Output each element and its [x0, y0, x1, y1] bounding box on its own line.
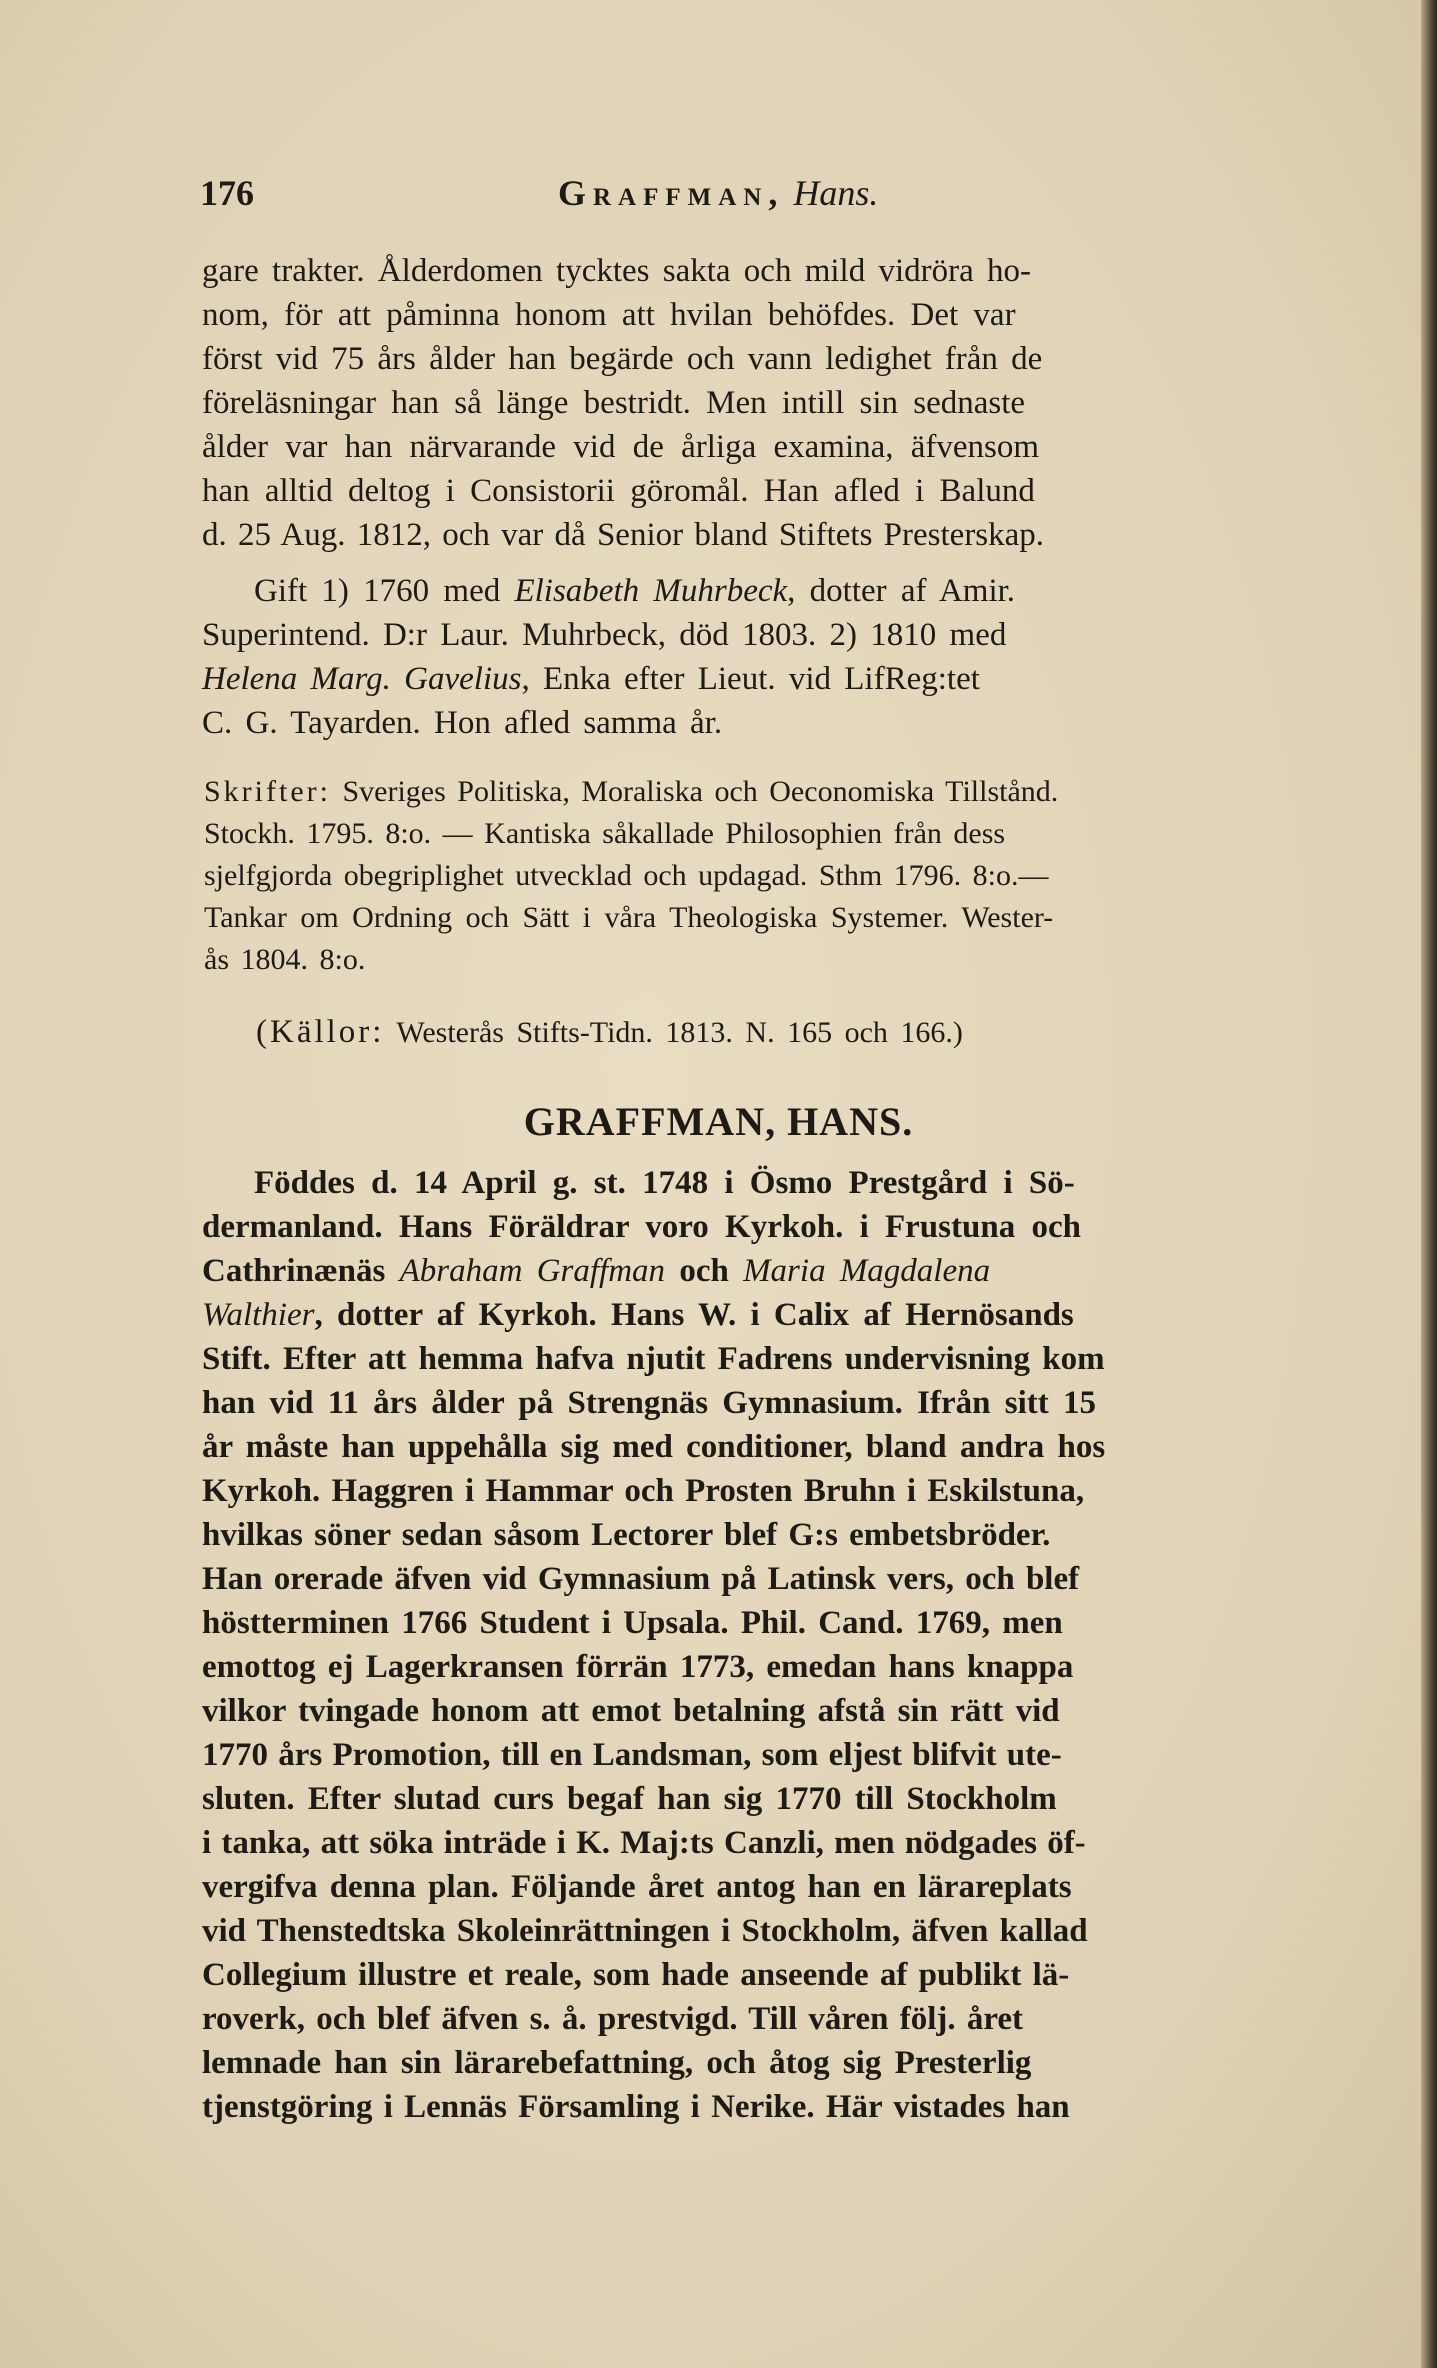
writings-line: ås 1804. 8:o.	[204, 943, 366, 976]
entry-line: Kyrkoh. Haggren i Hammar och Prosten Bruhn i Eskilstuna,	[202, 1473, 1085, 1509]
writings-line: Stockh. 1795. 8:o. — Kantiska såkallade Philosophien från dess	[204, 817, 1006, 850]
page-edge-shadow	[1421, 0, 1437, 2368]
spouse-name: Elisabeth Muhrbeck	[514, 573, 788, 609]
marriage-line	[254, 573, 1015, 610]
entry-line: vilkor tvingade honom att emot betalning afstå sin rätt vid	[202, 1693, 1060, 1729]
text-line: nom, för att påminna honom att hvilan behöfdes. Det var	[202, 297, 1016, 333]
marriage-line: C. G. Tayarden. Hon afled samma år.	[202, 705, 723, 741]
text-line: gare trakter. Ålderdomen tycktes sakta och mild vidröra ho-	[202, 253, 1031, 289]
sources-label: (Källor:	[256, 1014, 385, 1050]
entry-line: Collegium illustre et reale, som hade anseende af publikt lä-	[202, 1957, 1070, 1993]
writings-line: Tankar om Ordning och Sätt i våra Theologiska Systemer. Wester-	[204, 901, 1054, 934]
entry-line	[202, 1253, 990, 1290]
entry-line: Han orerade äfven vid Gymnasium på Latinsk vers, och blef	[202, 1561, 1080, 1597]
writings-label: Skrifter:	[204, 775, 331, 808]
entry-line: tjenstgöring i Lennäs Församling i Nerike. Här vistades han	[202, 2089, 1070, 2125]
text-line: först vid 75 års ålder han begärde och vann ledighet från de	[202, 341, 1043, 377]
entry-text: och	[665, 1253, 744, 1289]
writings-line: sjelfgjorda obegriplighet utvecklad och updagad. Sthm 1796. 8:o.—	[204, 859, 1049, 892]
marriage-line	[202, 661, 980, 698]
running-head	[558, 172, 878, 214]
page-header	[200, 172, 1310, 222]
parent-name: Walthier	[202, 1297, 315, 1333]
writings-text: Sveriges Politiska, Moraliska och Oeconomiska Tillstånd.	[330, 775, 1059, 808]
entry-line: i tanka, att söka inträde i K. Maj:ts Canzli, men nödgades öf-	[202, 1825, 1086, 1861]
entry-line: Föddes d. 14 April g. st. 1748 i Ösmo Prestgård i Sö-	[254, 1165, 1075, 1201]
entry-line: roverk, och blef äfven s. å. prestvigd. Till våren följ. året	[202, 2001, 1024, 2037]
entry-text: , dotter af Kyrkoh. Hans W. i Calix af Hernösands	[314, 1297, 1074, 1333]
marriage-line: Superintend. D:r Laur. Muhrbeck, död 1803. 2) 1810 med	[202, 617, 1007, 653]
entry-line: han vid 11 års ålder på Strengnäs Gymnasium. Ifrån sitt 15	[202, 1385, 1096, 1421]
page-number: 176	[200, 173, 254, 213]
parent-name: Abraham Graffman	[399, 1253, 666, 1289]
entry-line: dermanland. Hans Föräldrar voro Kyrkoh. i Frustuna och	[202, 1209, 1081, 1245]
running-head-surname: Graffman,	[558, 173, 785, 213]
parent-name: Maria Magdalena	[743, 1253, 991, 1289]
entry-line: Stift. Efter att hemma hafva njutit Fadrens undervisning kom	[202, 1341, 1105, 1377]
marriage-text: Gift 1) 1760 med	[254, 573, 515, 609]
text-line: han alltid deltog i Consistorii göromål. Han afled i Balund	[202, 473, 1035, 509]
text-line: ålder var han närvarande vid de årliga examina, äfvensom	[202, 429, 1040, 465]
writings-line	[204, 775, 1058, 809]
text-line: d. 25 Aug. 1812, och var då Senior bland Stiftets Presterskap.	[202, 517, 1045, 553]
entry-line: 1770 års Promotion, till en Landsman, som eljest blifvit ute-	[202, 1737, 1062, 1773]
entry-heading: GRAFFMAN, HANS.	[523, 1099, 914, 1144]
entry-line: år måste han uppehålla sig med conditioner, bland andra hos	[202, 1429, 1106, 1465]
entry-line: emottog ej Lagerkransen förrän 1773, emedan hans knappa	[202, 1649, 1074, 1685]
entry-line: sluten. Efter slutad curs begaf han sig 1770 till Stockholm	[202, 1781, 1057, 1817]
entry-text: Cathrinænäs	[202, 1253, 400, 1289]
entry-line: lemnade han sin lärarebefattning, och åtog sig Presterlig	[202, 2045, 1032, 2081]
entry-line: vid Thenstedtska Skoleinrättningen i Stockholm, äfven kallad	[202, 1913, 1088, 1949]
spouse-name: Helena Marg. Gavelius	[202, 661, 522, 697]
entry-line: vergifva denna plan. Följande året antog han en lärareplats	[202, 1869, 1072, 1905]
entry-line: höstterminen 1766 Student i Upsala. Phil. Cand. 1769, men	[202, 1605, 1063, 1641]
sources-text: Westerås Stifts-Tidn. 1813. N. 165 och 166.)	[384, 1016, 963, 1049]
running-head-given-name: Hans.	[793, 173, 879, 213]
entry-line: hvilkas söner sedan såsom Lectorer blef G:s embetsbröder.	[202, 1517, 1051, 1553]
marriage-text: , dotter af Amir.	[787, 573, 1016, 609]
sources-line	[256, 1014, 963, 1051]
marriage-text: , Enka efter Lieut. vid LifReg:tet	[521, 661, 980, 697]
text-line: föreläsningar han så länge bestridt. Men intill sin sednaste	[202, 385, 1026, 421]
entry-line	[202, 1297, 1074, 1334]
